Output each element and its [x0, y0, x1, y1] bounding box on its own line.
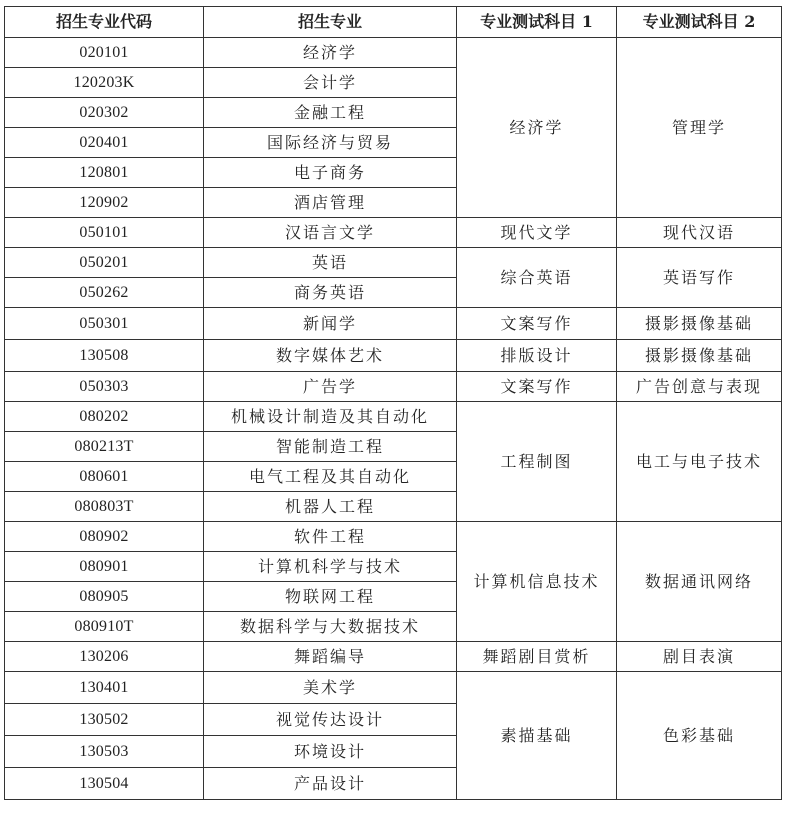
major-code: 080905 — [5, 582, 204, 612]
major-code: 130502 — [5, 704, 204, 736]
major-name: 智能制造工程 — [204, 432, 457, 462]
major-name: 美术学 — [204, 672, 457, 704]
major-name: 酒店管理 — [204, 188, 457, 218]
major-code: 080213T — [5, 432, 204, 462]
admissions-table — [4, 6, 782, 800]
major-code: 080202 — [5, 402, 204, 432]
major-code: 130503 — [5, 736, 204, 768]
table-row — [5, 340, 782, 372]
table-row — [5, 672, 782, 704]
major-code: 120902 — [5, 188, 204, 218]
test-subject-2: 英语写作 — [617, 248, 782, 308]
major-name: 新闻学 — [204, 308, 457, 340]
test-subject-1: 文案写作 — [457, 308, 617, 340]
test-subject-2: 广告创意与表现 — [617, 372, 782, 402]
test-subject-1: 现代文学 — [457, 218, 617, 248]
major-code: 130401 — [5, 672, 204, 704]
table-row — [5, 402, 782, 432]
major-code: 050201 — [5, 248, 204, 278]
test-subject-2: 管理学 — [617, 38, 782, 218]
table-row — [5, 38, 782, 68]
major-name: 国际经济与贸易 — [204, 128, 457, 158]
test-subject-1: 经济学 — [457, 38, 617, 218]
major-code: 020401 — [5, 128, 204, 158]
major-code: 080803T — [5, 492, 204, 522]
major-code: 130508 — [5, 340, 204, 372]
major-name: 电气工程及其自动化 — [204, 462, 457, 492]
major-name: 产品设计 — [204, 768, 457, 800]
test-subject-2: 现代汉语 — [617, 218, 782, 248]
major-name: 舞蹈编导 — [204, 642, 457, 672]
major-name: 商务英语 — [204, 278, 457, 308]
major-code: 080901 — [5, 552, 204, 582]
test-subject-2: 剧目表演 — [617, 642, 782, 672]
test-subject-1: 计算机信息技术 — [457, 522, 617, 642]
test-subject-2: 摄影摄像基础 — [617, 308, 782, 340]
test-subject-1: 舞蹈剧目赏析 — [457, 642, 617, 672]
major-name: 视觉传达设计 — [204, 704, 457, 736]
major-name: 电子商务 — [204, 158, 457, 188]
major-name: 物联网工程 — [204, 582, 457, 612]
major-code: 050303 — [5, 372, 204, 402]
major-code: 020101 — [5, 38, 204, 68]
major-name: 汉语言文学 — [204, 218, 457, 248]
test-subject-2: 色彩基础 — [617, 672, 782, 800]
header-test2: 专业测试科目 2 — [617, 7, 782, 38]
major-name: 数字媒体艺术 — [204, 340, 457, 372]
major-name: 环境设计 — [204, 736, 457, 768]
major-code: 050301 — [5, 308, 204, 340]
major-name: 经济学 — [204, 38, 457, 68]
major-name: 英语 — [204, 248, 457, 278]
major-code: 120801 — [5, 158, 204, 188]
test-subject-2: 电工与电子技术 — [617, 402, 782, 522]
major-code: 120203K — [5, 68, 204, 98]
test-subject-1: 排版设计 — [457, 340, 617, 372]
major-name: 会计学 — [204, 68, 457, 98]
header-code: 招生专业代码 — [5, 7, 204, 38]
test-subject-2: 数据通讯网络 — [617, 522, 782, 642]
test-subject-1: 素描基础 — [457, 672, 617, 800]
major-name: 计算机科学与技术 — [204, 552, 457, 582]
test-subject-1: 综合英语 — [457, 248, 617, 308]
test-subject-1: 工程制图 — [457, 402, 617, 522]
major-name: 金融工程 — [204, 98, 457, 128]
table-row — [5, 308, 782, 340]
table-row — [5, 218, 782, 248]
major-code: 050262 — [5, 278, 204, 308]
major-code: 130504 — [5, 768, 204, 800]
table-row — [5, 372, 782, 402]
major-name: 机械设计制造及其自动化 — [204, 402, 457, 432]
major-code: 020302 — [5, 98, 204, 128]
test-subject-1: 文案写作 — [457, 372, 617, 402]
major-code: 080910T — [5, 612, 204, 642]
major-name: 广告学 — [204, 372, 457, 402]
major-name: 数据科学与大数据技术 — [204, 612, 457, 642]
table-row — [5, 522, 782, 552]
header-test1: 专业测试科目 1 — [457, 7, 617, 38]
table-row — [5, 642, 782, 672]
major-code: 050101 — [5, 218, 204, 248]
major-code: 080902 — [5, 522, 204, 552]
test-subject-2: 摄影摄像基础 — [617, 340, 782, 372]
table-row — [5, 248, 782, 278]
major-code: 130206 — [5, 642, 204, 672]
major-code: 080601 — [5, 462, 204, 492]
major-name: 软件工程 — [204, 522, 457, 552]
major-name: 机器人工程 — [204, 492, 457, 522]
header-major: 招生专业 — [204, 7, 457, 38]
